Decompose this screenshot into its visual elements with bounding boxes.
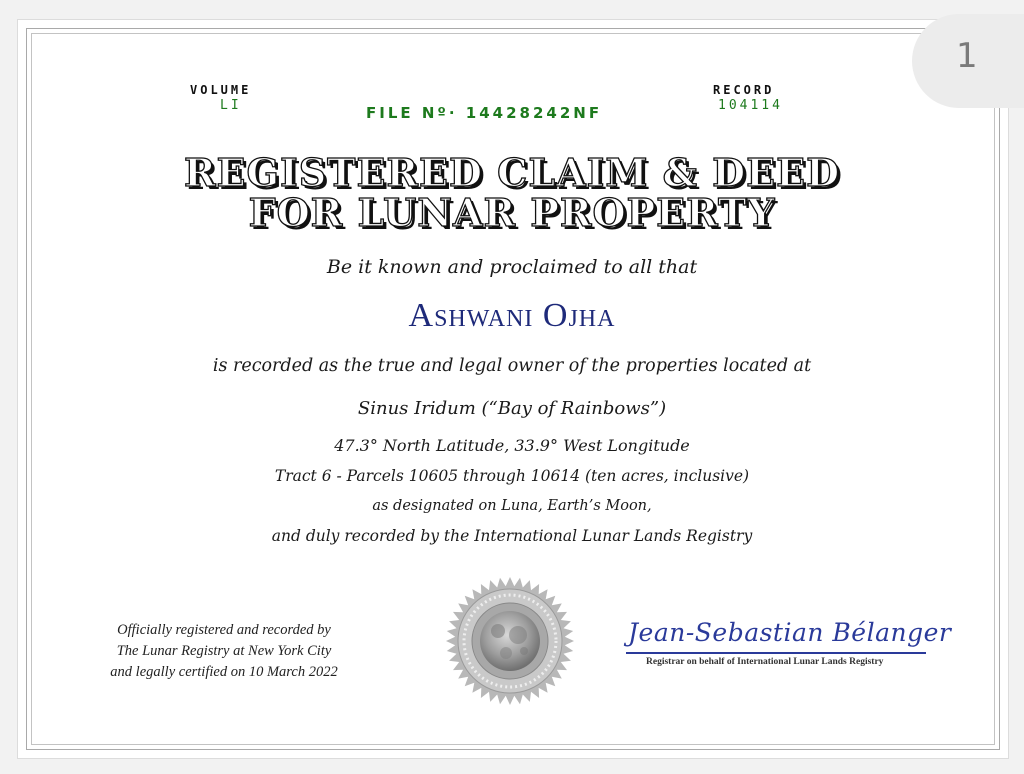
registration-block	[90, 620, 358, 683]
proclamation-text: Be it known and proclaimed to all that	[326, 256, 698, 278]
registration-line-3: and legally certified on 10 March 2022	[110, 664, 338, 680]
registrar-signature: Jean-Sebastian Bélanger	[628, 618, 952, 647]
signature-caption: Registrar on behalf of International Lunar Lands Registry	[646, 657, 884, 667]
page-number-badge[interactable]	[912, 14, 1024, 108]
title-line-2: FOR LUNAR PROPERTY	[248, 190, 776, 235]
title-line-1: REGISTERED CLAIM & DEED	[183, 150, 841, 195]
property-location: Sinus Iridum (“Bay of Rainbows”)	[357, 398, 667, 419]
property-parcels: Tract 6 - Parcels 10605 through 10614 (ten acres, inclusive)	[274, 467, 750, 485]
file-number: FILE Nº· 14428242NF	[366, 104, 603, 122]
moon-seal-icon	[440, 575, 580, 711]
property-coordinates: 47.3° North Latitude, 33.9° West Longitude	[334, 436, 690, 455]
record-value: 104114	[718, 98, 783, 113]
owner-name: Ashwani Ojha	[408, 297, 616, 334]
registration-line-1: Officially registered and recorded by	[117, 622, 331, 638]
property-designation: as designated on Luna, Earth’s Moon,	[372, 498, 652, 514]
registration-line-2: The Lunar Registry at New York City	[116, 643, 332, 659]
signature-line	[626, 652, 926, 654]
registry-statement: and duly recorded by the International Lunar Lands Registry	[271, 527, 753, 545]
record-label: RECORD	[713, 83, 775, 97]
page-number: 1	[956, 36, 978, 76]
volume-value: LI	[220, 98, 242, 113]
volume-label: VOLUME	[190, 83, 252, 97]
ownership-statement: is recorded as the true and legal owner of the properties located at	[212, 356, 812, 376]
